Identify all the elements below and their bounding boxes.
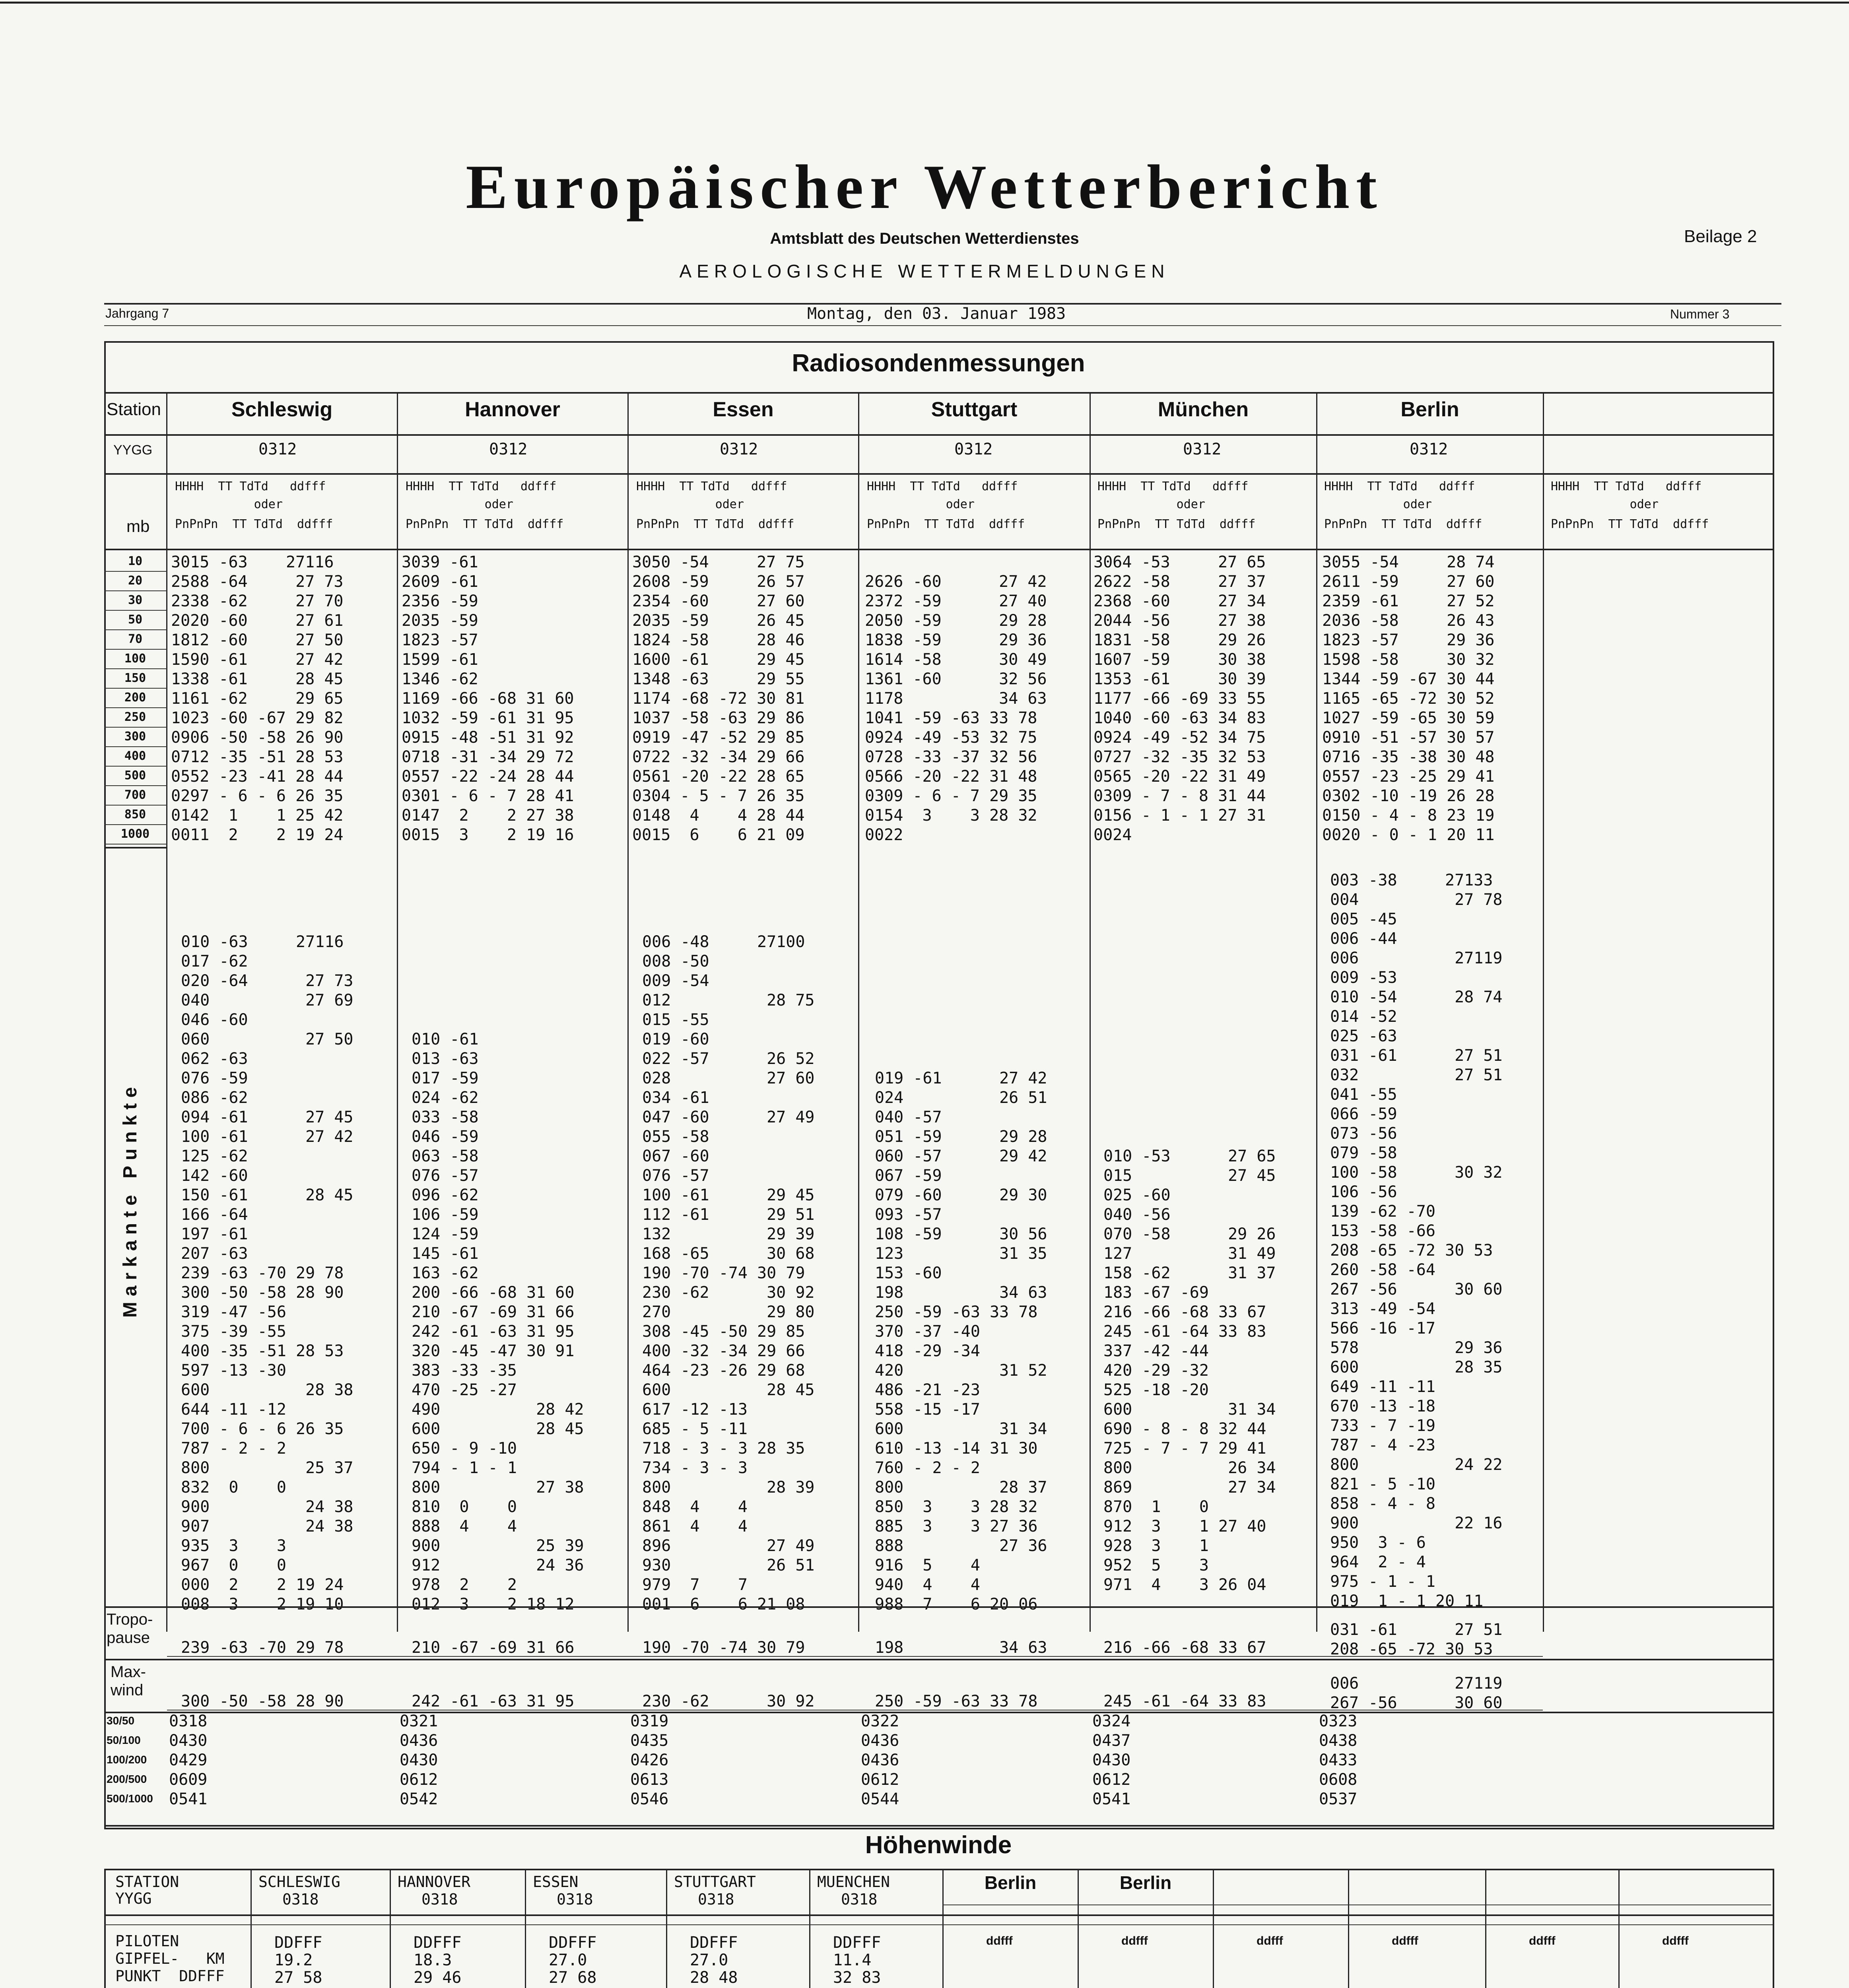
level-850: 850 <box>124 808 146 821</box>
thick-schleswig: 0318 0430 0429 0609 0541 <box>169 1712 208 1808</box>
tropo-stuttgart: 198 34 63 <box>875 1639 1047 1657</box>
jahrgang-label: Jahrgang 7 <box>105 306 169 320</box>
wind-station-yygg-4: 0318 <box>841 1891 878 1908</box>
level-rule <box>104 746 167 747</box>
level-250: 250 <box>124 710 146 724</box>
wcol-sep-9 <box>1485 1869 1486 1988</box>
right-ddfff-4: ddfff <box>1529 1934 1556 1947</box>
tropo-rule <box>104 1606 1773 1608</box>
col-sep-2 <box>627 392 629 1632</box>
colhead-d2: oder <box>867 497 975 511</box>
level-rule <box>104 668 167 669</box>
std-berlin: 3055 -54 28 74 2611 -59 27 60 2359 -61 27 52 2036 -58 26 43 1823 -57 29 36 1598 -58 30 32 1344 -59 -67 30 44 1165 -65 -72 30 52 1027 -59 -65 30 59 0910 -51 -57 30 57 0716 -35 -38 30 48 0557 -23 -25 29 41 0302 -10 -19 26 28 0150 - 4 - 8 23 19 0020 - 0 - 1 20 11 <box>1322 553 1495 844</box>
level-rule <box>104 785 167 786</box>
thick-essen: 0319 0435 0426 0613 0546 <box>630 1712 669 1808</box>
radiosonde-title-rule <box>104 392 1773 394</box>
level-50: 50 <box>128 613 143 627</box>
page-title: Europäischer Wetterbericht <box>466 152 1383 222</box>
station-muenchen: München <box>1158 398 1249 421</box>
section-heading: AEROLOGISCHE WETTERMELDUNGEN <box>679 261 1170 282</box>
yygg-stuttgart: 0312 <box>954 440 993 458</box>
tropo-underline <box>167 1656 1543 1657</box>
maxwind-label: Max- wind <box>111 1663 146 1699</box>
pilot-label: PILOTEN GIPFEL- KM PUNKT DDFFF <box>115 1932 225 1985</box>
winds-title: Höhenwinde <box>865 1831 1012 1859</box>
wind-punkt-0: 27 58 <box>274 1969 322 1987</box>
level-rule <box>104 649 167 650</box>
colhead-f2: oder <box>1324 497 1432 511</box>
thickness-label-2: 100/200 <box>107 1753 147 1766</box>
issue-date: Montag, den 03. Januar 1983 <box>807 305 1066 323</box>
thick-muenchen: 0324 0437 0430 0612 0541 <box>1092 1712 1131 1808</box>
publisher-subtitle: Amtsblatt des Deutschen Wetterdienstes <box>770 230 1079 247</box>
maxwind-rule <box>104 1659 1773 1660</box>
yygg-row-rule <box>104 473 1773 475</box>
colhead-a3: PnPnPn TT TdTd ddfff <box>175 517 333 531</box>
colhead-g3: PnPnPn TT TdTd ddfff <box>1551 517 1709 531</box>
maxwind-berlin: 006 27119 267 -56 30 60 <box>1330 1674 1503 1712</box>
wind-station-berlin-1: Berlin <box>984 1872 1037 1893</box>
wind-punkt-2: 27 68 <box>549 1969 597 1987</box>
colhead-e3: PnPnPn TT TdTd ddfff <box>1097 517 1256 531</box>
std-essen: 3050 -54 27 75 2608 -59 26 57 2354 -60 27 60 2035 -59 26 45 1824 -58 28 46 1600 -61 29 45 1348 -63 29 55 1174 -68 -72 30 81 1037 -58 -63 29 86 0919 -47 -52 29 85 0722 -32 -34 29 66 0561 -20 -22 28 65 0304 - 5 - 7 26 35 0148 4 4 28 44 0015 6 6 21 09 <box>632 553 805 844</box>
tropo-essen: 190 -70 -74 30 79 <box>642 1639 805 1657</box>
winds-table <box>104 1869 1774 1988</box>
wcol-sep-7 <box>1213 1869 1214 1988</box>
maxwind-schleswig: 300 -50 -58 28 90 <box>181 1692 344 1710</box>
maxwind-stuttgart: 250 -59 -63 33 78 <box>875 1692 1038 1710</box>
wind-gipfel-2: 27.0 <box>549 1951 587 1969</box>
thick-stuttgart: 0322 0436 0436 0612 0544 <box>861 1712 899 1808</box>
wcol-sep-1 <box>390 1869 391 1988</box>
colhead-c1: HHHH TT TdTd ddfff <box>636 480 787 493</box>
winds-station-rule-2 <box>104 1924 1773 1925</box>
std-hannover: 3039 -61 2609 -61 2356 -59 2035 -59 1823 -57 1599 -61 1346 -62 1169 -66 -68 31 60 1032 -59 -61 31 95 0915 -48 -51 31 92 0718 -31 -34 29 72 0557 -22 -24 28 44 0301 - 6 - 7 28 41 0147 2 2 27 38 0015 3 2 19 16 <box>402 553 574 844</box>
level-rule <box>104 805 167 806</box>
colhead-b2: oder <box>406 497 513 511</box>
winds-top-rule <box>104 1825 1773 1827</box>
colhead-c2: oder <box>636 497 744 511</box>
wind-station-name-1: HANNOVER <box>398 1873 471 1891</box>
yygg-label: YYGG <box>113 443 153 458</box>
header-rule-bottom <box>104 325 1781 326</box>
wind-station-name-2: ESSEN <box>533 1873 579 1891</box>
wind-ddfff-3: DDFFF <box>690 1934 738 1952</box>
colhead-e2: oder <box>1097 497 1205 511</box>
std-schleswig: 3015 -63 27116 2588 -64 27 73 2338 -62 27 70 2020 -60 27 61 1812 -60 27 50 1590 -61 27 42 1338 -61 28 45 1161 -62 29 65 1023 -60 -67 29 82 0906 -50 -58 26 90 0712 -35 -51 28 53 0552 -23 -41 28 44 0297 - 6 - 6 26 35 0142 1 1 25 42 0011 2 2 19 24 <box>171 553 344 844</box>
issue-number: Nummer 3 <box>1670 307 1730 321</box>
level-rule <box>104 629 167 630</box>
yygg-schleswig: 0312 <box>258 440 297 458</box>
wind-station-name-0: SCHLESWIG <box>258 1873 340 1891</box>
colhead-c3: PnPnPn TT TdTd ddfff <box>636 517 794 531</box>
mark-berlin: 003 -38 27133 004 27 78 005 -45 006 -44 006 27119 009 -53 010 -54 28 74 014 -52 025 -63 031 -61 27 51 032 27 51 041 -55 066 -59 073 -56 079 -58 100 -58 30 32 106 -56 139 -62 -70 153 -58 -66 208 -65 -72 30 53 260 -58 -64 267 -56 30 60 313 -49 -54 566 -16 -17 578 29 36 600 28 35 649 -11 -11 670 -13 -18 733 - 7 -19 787 - 4 -23 800 24 22 821 - 5 -10 858 - 4 - 8 900 22 16 950 3 - 6 964 2 - 4 975 - 1 - 1 019 1 - 1 20 11 <box>1330 871 1503 1610</box>
std-levels-rule <box>104 847 167 848</box>
right-ddfff-1: ddfff <box>1121 1934 1148 1947</box>
tropo-hannover: 210 -67 -69 31 66 <box>412 1639 575 1657</box>
colhead-d1: HHHH TT TdTd ddfff <box>867 480 1018 493</box>
colhead-a2: oder <box>175 497 283 511</box>
wind-ddfff-2: DDFFF <box>549 1934 597 1952</box>
maxwind-essen: 230 -62 30 92 <box>642 1692 815 1710</box>
station-row-rule <box>104 434 1773 436</box>
markante-punkte-label: Markante Punkte <box>120 1081 141 1318</box>
level-150: 150 <box>124 671 146 685</box>
wcol-sep-0 <box>251 1869 252 1988</box>
wcol-sep-10 <box>1618 1869 1620 1988</box>
colhead-a1: HHHH TT TdTd ddfff <box>175 480 326 493</box>
colhead-b1: HHHH TT TdTd ddfff <box>406 480 557 493</box>
col-sep-0 <box>166 392 167 1632</box>
colhead-f3: PnPnPn TT TdTd ddfff <box>1324 517 1482 531</box>
winds-station-header: STATION YYGG <box>115 1873 179 1907</box>
col-sep-5 <box>1316 392 1317 1632</box>
thickness-label-3: 200/500 <box>107 1773 147 1785</box>
level-rule <box>104 824 167 825</box>
wind-station-yygg-0: 0318 <box>282 1891 319 1908</box>
maxwind-muenchen: 245 -61 -64 33 83 <box>1103 1692 1266 1710</box>
level-rule <box>104 610 167 611</box>
level-10: 10 <box>128 554 143 568</box>
wind-station-berlin-2: Berlin <box>1119 1872 1172 1893</box>
right-ddfff-5: ddfff <box>1662 1934 1689 1947</box>
wind-gipfel-3: 27.0 <box>690 1951 728 1969</box>
wind-gipfel-1: 18.3 <box>414 1951 452 1969</box>
station-schleswig: Schleswig <box>231 398 333 421</box>
mark-stuttgart: 019 -61 27 42 024 26 51 040 -57 051 -59 29 28 060 -57 29 42 067 -59 079 -60 29 30 093 -57 108 -59 30 56 123 31 35 153 -60 198 34 63 250 -59 -63 33 78 370 -37 -40 418 -29 -34 420 31 52 486 -21 -23 558 -15 -17 600 31 34 610 -13 -14 31 30 760 - 2 - 2 800 28 37 850 3 3 28 32 885 3 3 27 36 888 27 36 916 5 4 940 4 4 988 7 6 20 06 <box>875 1069 1047 1613</box>
wind-station-yygg-1: 0318 <box>421 1891 458 1908</box>
level-rule <box>104 688 167 689</box>
std-muenchen: 3064 -53 27 65 2622 -58 27 37 2368 -60 27 34 2044 -56 27 38 1831 -58 29 26 1607 -59 30 38 1353 -61 30 39 1177 -66 -69 33 55 1040 -60 -63 34 83 0924 -49 -52 34 75 0727 -32 -35 32 53 0565 -20 -22 31 49 0309 - 7 - 8 31 44 0156 - 1 - 1 27 31 0024 <box>1093 553 1266 844</box>
level-30: 30 <box>128 593 143 607</box>
tropo-berlin: 031 -61 27 51 208 -65 -72 30 53 <box>1330 1621 1503 1658</box>
yygg-hannover: 0312 <box>489 440 528 458</box>
level-1000: 1000 <box>120 827 150 841</box>
wind-punkt-1: 29 46 <box>414 1969 462 1987</box>
colhead-f1: HHHH TT TdTd ddfff <box>1324 480 1475 493</box>
station-label: Station <box>107 400 161 419</box>
level-200: 200 <box>124 691 146 705</box>
mark-schleswig: 010 -63 27116 017 -62 020 -64 27 73 040 27 69 046 -60 060 27 50 062 -63 076 -59 086 -62 094 -61 27 45 100 -61 27 42 125 -62 142 -60 150 -61 28 45 166 -64 197 -61 207 -63 239 -63 -70 29 78 300 -50 -58 28 90 319 -47 -56 375 -39 -55 400 -35 -51 28 53 597 -13 -30 600 28 38 644 -11 -12 700 - 6 - 6 26 35 787 - 2 - 2 800 25 37 832 0 0 900 24 38 907 24 38 935 3 3 967 0 0 000 2 2 19 24 008 3 2 19 10 <box>181 933 353 1613</box>
station-berlin: Berlin <box>1400 398 1459 421</box>
col-sep-4 <box>1090 392 1091 1632</box>
level-700: 700 <box>124 788 146 802</box>
supplement-label: Beilage 2 <box>1684 227 1757 246</box>
wind-gipfel-4: 11.4 <box>833 1951 872 1969</box>
colhead-g2: oder <box>1551 497 1659 511</box>
thickness-label-4: 500/1000 <box>107 1792 153 1805</box>
yygg-muenchen: 0312 <box>1183 440 1222 458</box>
col-sep-1 <box>397 392 398 1632</box>
col-sep-6 <box>1543 392 1544 1632</box>
yygg-berlin: 0312 <box>1410 440 1448 458</box>
level-rule <box>104 707 167 708</box>
wind-station-name-3: STUTTGART <box>674 1873 756 1891</box>
std-stuttgart: 2626 -60 27 42 2372 -59 27 40 2050 -59 29 28 1838 -59 29 36 1614 -58 30 49 1361 -60 32 56 1178 34 63 1041 -59 -63 33 78 0924 -49 -53 32 75 0728 -33 -37 32 56 0566 -20 -22 31 48 0309 - 6 - 7 29 35 0154 3 3 28 32 0022 <box>865 573 1047 844</box>
thick-hannover: 0321 0436 0430 0612 0542 <box>400 1712 438 1808</box>
wcol-sep-8 <box>1348 1869 1349 1988</box>
wind-station-name-4: MUENCHEN <box>817 1873 890 1891</box>
wind-punkt-4: 32 83 <box>833 1969 881 1987</box>
wcol-sep-2 <box>525 1869 526 1988</box>
level-rule <box>104 590 167 591</box>
mark-muenchen: 010 -53 27 65 015 27 45 025 -60 040 -56 070 -58 29 26 127 31 49 158 -62 31 37 183 -67 -69 216 -66 -68 33 67 245 -61 -64 33 83 337 -42 -44 420 -29 -32 525 -18 -20 600 31 34 690 - 8 - 8 32 44 725 - 7 - 7 29 41 800 26 34 869 27 34 870 1 0 912 3 1 27 40 928 3 1 952 5 3 971 4 3 26 04 <box>1103 1147 1276 1594</box>
right-ddfff-0: ddfff <box>986 1934 1013 1947</box>
wind-ddfff-0: DDFFF <box>274 1934 322 1952</box>
level-300: 300 <box>124 730 146 744</box>
tropo-schleswig: 239 -63 -70 29 78 <box>181 1639 344 1657</box>
level-20: 20 <box>128 574 143 588</box>
wind-station-yygg-3: 0318 <box>698 1891 734 1908</box>
level-rule <box>104 571 167 572</box>
colhead-rule <box>104 549 1773 550</box>
col-sep-3 <box>858 392 859 1632</box>
mb-label: mb <box>126 517 150 536</box>
station-essen: Essen <box>713 398 774 421</box>
thickness-label-0: 30/50 <box>107 1714 135 1727</box>
thickness-rule <box>104 1712 1773 1713</box>
colhead-e1: HHHH TT TdTd ddfff <box>1097 480 1249 493</box>
colhead-b3: PnPnPn TT TdTd ddfff <box>406 517 564 531</box>
level-400: 400 <box>124 749 146 763</box>
wind-station-yygg-2: 0318 <box>557 1891 593 1908</box>
wind-ddfff-1: DDFFF <box>414 1934 462 1952</box>
level-500: 500 <box>124 769 146 782</box>
mark-essen: 006 -48 27100 008 -50 009 -54 012 28 75 015 -55 019 -60 022 -57 26 52 028 27 60 034 -61 047 -60 27 49 055 -58 067 -60 076 -57 100 -61 29 45 112 -61 29 51 132 29 39 168 -65 30 68 190 -70 -74 30 79 230 -62 30 92 270 29 80 308 -45 -50 29 85 400 -32 -34 29 66 464 -23 -26 29 68 600 28 45 617 -12 -13 685 - 5 -11 718 - 3 - 3 28 35 734 - 3 - 3 800 28 39 848 4 4 861 4 4 896 27 49 930 26 51 979 7 7 001 6 6 21 08 <box>642 933 815 1613</box>
winds-station-rule <box>104 1914 1773 1916</box>
wcol-sep-3 <box>666 1869 667 1988</box>
colhead-g1: HHHH TT TdTd ddfff <box>1551 480 1702 493</box>
level-100: 100 <box>124 652 146 666</box>
level-rule <box>104 766 167 767</box>
tropo-label: Tropo- pause <box>107 1611 153 1646</box>
colhead-d3: PnPnPn TT TdTd ddfff <box>867 517 1025 531</box>
level-70: 70 <box>128 632 143 646</box>
level-rule <box>104 844 167 845</box>
thickness-label-1: 50/100 <box>107 1734 141 1746</box>
maxwind-hannover: 242 -61 -63 31 95 <box>412 1692 575 1710</box>
station-stuttgart: Stuttgart <box>931 398 1018 421</box>
mark-hannover: 010 -61 013 -63 017 -59 024 -62 033 -58 046 -59 063 -58 076 -57 096 -62 106 -59 124 -59 145 -61 163 -62 200 -66 -68 31 60 210 -67 -69 31 66 242 -61 -63 31 95 320 -45 -47 30 91 383 -33 -35 470 -25 -27 490 28 42 600 28 45 650 - 9 -10 794 - 1 - 1 800 27 38 810 0 0 888 4 4 900 25 39 912 24 36 978 2 2 012 3 2 18 12 <box>412 1030 584 1613</box>
station-hannover: Hannover <box>465 398 560 421</box>
wind-punkt-3: 28 48 <box>690 1969 738 1987</box>
right-ddfff-2: ddfff <box>1257 1934 1283 1947</box>
yygg-essen: 0312 <box>720 440 758 458</box>
right-ddfff-3: ddfff <box>1392 1934 1418 1947</box>
level-rule <box>104 727 167 728</box>
radiosonde-title: Radiosondenmessungen <box>792 349 1085 377</box>
wcol-sep-4 <box>809 1869 810 1988</box>
thick-berlin: 0323 0438 0433 0608 0537 <box>1319 1712 1358 1808</box>
wind-gipfel-0: 19.2 <box>274 1951 313 1969</box>
top-border <box>0 2 1849 4</box>
wind-ddfff-4: DDFFF <box>833 1934 881 1952</box>
tropo-muenchen: 216 -66 -68 33 67 <box>1103 1639 1266 1657</box>
